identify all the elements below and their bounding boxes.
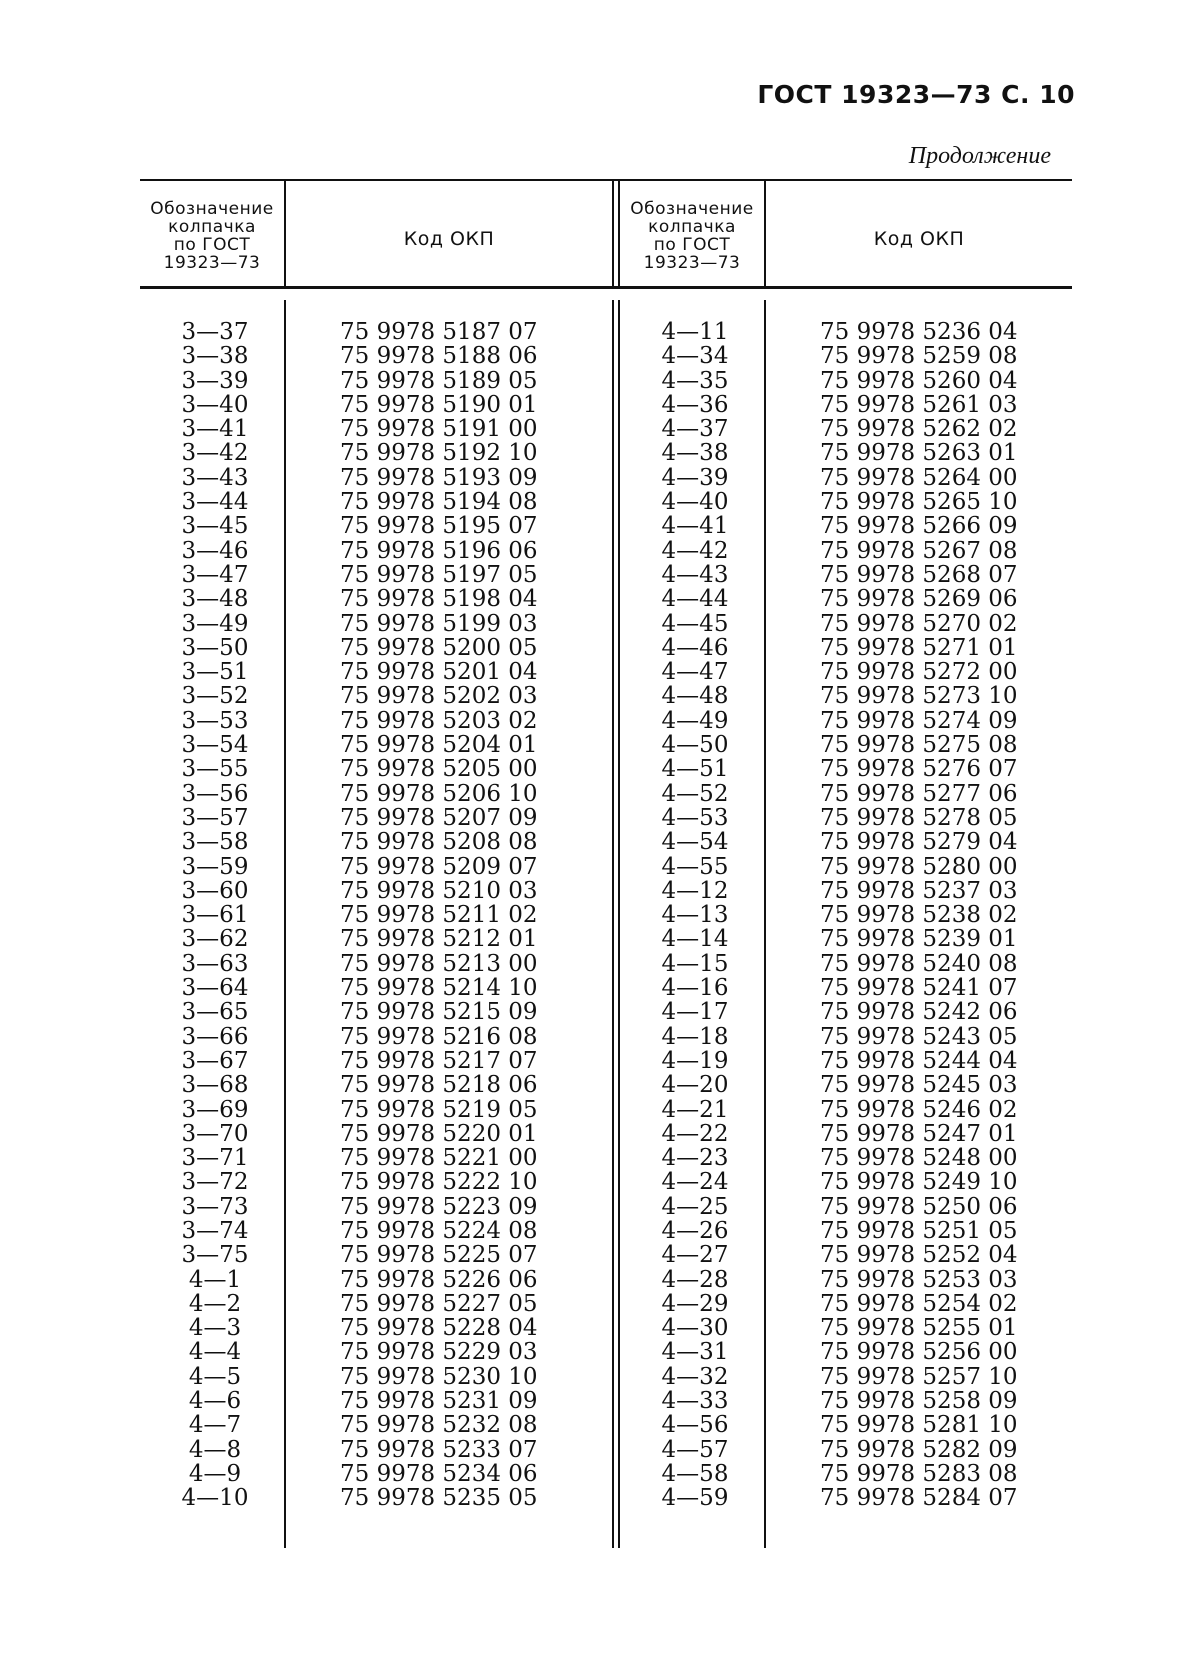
cap-designation: 3—58 [181,829,249,856]
okp-code: 75 9978 5210 03 [340,877,538,904]
okp-code: 75 9978 5244 04 [820,1047,1018,1074]
okp-code: 75 9978 5265 10 [820,489,1018,516]
header-designation-line: по ГОСТ [653,235,731,255]
okp-code: 75 9978 5215 09 [340,999,538,1026]
okp-code: 75 9978 5240 08 [820,950,1018,977]
okp-code: 75 9978 5252 04 [820,1242,1018,1269]
cap-designation: 4—51 [661,756,729,783]
okp-code: 75 9978 5219 05 [340,1096,538,1123]
cap-designation: 3—75 [181,1242,249,1269]
cap-designation: 3—69 [181,1096,249,1123]
cap-designation: 4—42 [661,537,729,564]
cap-designation: 4—16 [661,975,729,1002]
cap-designation: 4—31 [661,1339,729,1366]
column-divider [284,300,286,1548]
okp-code: 75 9978 5203 02 [340,707,538,734]
okp-code: 75 9978 5194 08 [340,489,538,516]
page-header [757,80,1075,109]
okp-code: 75 9978 5223 09 [340,1193,538,1220]
cap-designation: 3—45 [181,513,249,540]
cap-designation: 4—37 [661,416,729,443]
cap-designation: 3—51 [181,659,249,686]
cap-designation: 4—11 [661,319,729,345]
okp-code: 75 9978 5207 09 [340,804,538,831]
okp-code: 75 9978 5258 09 [820,1388,1018,1415]
cap-designation: 3—39 [181,367,249,394]
okp-code: 75 9978 5283 08 [820,1460,1018,1487]
okp-code: 75 9978 5261 03 [820,391,1018,418]
cap-designation: 4—6 [188,1388,242,1415]
cap-designation: 3—62 [181,926,249,953]
okp-code: 75 9978 5216 08 [340,1023,538,1050]
cap-designation: 4—4 [188,1339,242,1366]
cap-designation: 4—43 [661,561,729,588]
okp-code: 75 9978 5230 10 [340,1363,538,1390]
center-divider [612,300,614,1548]
cap-designation: 3—42 [181,440,249,467]
okp-code: 75 9978 5260 04 [820,367,1018,394]
okp-code: 75 9978 5271 01 [820,634,1018,661]
cap-designation: 4—26 [661,1217,729,1244]
okp-code: 75 9978 5197 05 [340,561,538,588]
okp-code: 75 9978 5250 06 [820,1193,1018,1220]
cap-designation: 4—30 [661,1315,729,1342]
cap-designation: 4—57 [661,1436,729,1463]
cap-designation: 4—48 [661,683,729,710]
continuation-label: Продолжение [908,143,1051,169]
cap-designation: 4—28 [661,1266,729,1293]
cap-designation: 4—22 [661,1120,729,1147]
okp-code: 75 9978 5209 07 [340,853,538,880]
okp-code: 75 9978 5275 08 [820,732,1018,759]
okp-code: 75 9978 5282 09 [820,1436,1018,1463]
cap-designation: 4—3 [188,1315,242,1342]
okp-code: 75 9978 5229 03 [340,1339,538,1366]
okp-code: 75 9978 5284 07 [820,1485,1018,1512]
okp-code: 75 9978 5187 07 [340,319,538,345]
cap-designation: 4—46 [661,634,729,661]
cap-designation: 4—41 [661,513,729,540]
cap-designation: 4—47 [661,659,729,686]
cap-designation: 3—66 [181,1023,249,1050]
header-code-left: Код ОКП [403,228,495,250]
header-designation-left [140,200,284,272]
cap-designation: 4—15 [661,950,729,977]
okp-code: 75 9978 5279 04 [820,829,1018,856]
okp-code: 75 9978 5224 08 [340,1217,538,1244]
center-divider [618,300,620,1548]
cap-designation: 4—44 [661,586,729,613]
okp-code: 75 9978 5241 07 [820,975,1018,1002]
okp-code: 75 9978 5254 02 [820,1290,1018,1317]
header-designation-line: Обозначение [150,199,274,219]
okp-code: 75 9978 5277 06 [820,780,1018,807]
cap-designation: 4—9 [188,1460,242,1487]
okp-code: 75 9978 5218 06 [340,1072,538,1099]
cap-designation: 4—55 [661,853,729,880]
okp-code: 75 9978 5272 00 [820,659,1018,686]
cap-designation: 4—32 [661,1363,729,1390]
cap-designation: 4—17 [661,999,729,1026]
cap-designation: 4—7 [188,1412,242,1439]
cap-designation: 4—29 [661,1290,729,1317]
okp-code: 75 9978 5248 00 [820,1145,1018,1172]
okp-code: 75 9978 5257 10 [820,1363,1018,1390]
cap-designation: 4—23 [661,1145,729,1172]
cap-designation: 3—53 [181,707,249,734]
okp-code: 75 9978 5200 05 [340,634,538,661]
cap-designation: 4—27 [661,1242,729,1269]
cap-designation: 3—41 [181,416,249,443]
cap-designation: 4—18 [661,1023,729,1050]
okp-code: 75 9978 5235 05 [340,1485,538,1512]
okp-code: 75 9978 5196 06 [340,537,538,564]
okp-code: 75 9978 5266 09 [820,513,1018,540]
okp-code: 75 9978 5263 01 [820,440,1018,467]
cap-designation: 4—2 [188,1290,242,1317]
cap-designation: 3—52 [181,683,249,710]
okp-code: 75 9978 5202 03 [340,683,538,710]
page-number: С. 10 [1001,80,1075,109]
okp-code: 75 9978 5259 08 [820,343,1018,370]
okp-code: 75 9978 5206 10 [340,780,538,807]
okp-code: 75 9978 5193 09 [340,464,538,491]
okp-code: 75 9978 5217 07 [340,1047,538,1074]
okp-code: 75 9978 5232 08 [340,1412,538,1439]
okp-code: 75 9978 5221 00 [340,1145,538,1172]
okp-code: 75 9978 5274 09 [820,707,1018,734]
cap-designation: 4—54 [661,829,729,856]
cap-designation: 3—65 [181,999,249,1026]
okp-code: 75 9978 5214 10 [340,975,538,1002]
okp-code: 75 9978 5198 04 [340,586,538,613]
cap-designation: 4—53 [661,804,729,831]
cap-designation: 4—5 [188,1363,242,1390]
okp-code: 75 9978 5227 05 [340,1290,538,1317]
okp-code: 75 9978 5268 07 [820,561,1018,588]
okp-code: 75 9978 5213 00 [340,950,538,977]
okp-code: 75 9978 5211 02 [340,902,538,929]
okp-code: 75 9978 5220 01 [340,1120,538,1147]
cap-designation: 4—25 [661,1193,729,1220]
cap-designation: 4—20 [661,1072,729,1099]
cap-designation: 4—33 [661,1388,729,1415]
cap-designation: 3—71 [181,1145,249,1172]
cap-designation: 4—52 [661,780,729,807]
cap-designation: 3—59 [181,853,249,880]
cap-designation: 3—43 [181,464,249,491]
header-designation-right [620,200,764,272]
okp-code: 75 9978 5233 07 [340,1436,538,1463]
code-column-right [820,320,1060,1511]
designation-column-left [150,320,280,1511]
cap-designation: 4—39 [661,464,729,491]
cap-designation: 4—58 [661,1460,729,1487]
cap-designation: 3—74 [181,1217,249,1244]
okp-code: 75 9978 5256 00 [820,1339,1018,1366]
okp-code: 75 9978 5212 01 [340,926,538,953]
header-designation-line: колпачка [168,217,256,237]
table-header-rule [140,286,1072,289]
cap-designation: 3—50 [181,634,249,661]
cap-designation: 3—56 [181,780,249,807]
column-divider [764,300,766,1548]
cap-designation: 3—70 [181,1120,249,1147]
header-designation-line: колпачка [648,217,736,237]
header-designation-line: 19323—73 [163,253,261,273]
okp-code: 75 9978 5188 06 [340,343,538,370]
cap-designation: 3—57 [181,804,249,831]
cap-designation: 3—63 [181,950,249,977]
cap-designation: 3—38 [181,343,249,370]
okp-code: 75 9978 5253 03 [820,1266,1018,1293]
header-designation-line: 19323—73 [643,253,741,273]
okp-code: 75 9978 5251 05 [820,1217,1018,1244]
okp-code: 75 9978 5249 10 [820,1169,1018,1196]
cap-designation: 3—37 [181,319,249,345]
okp-code: 75 9978 5234 06 [340,1460,538,1487]
okp-code: 75 9978 5247 01 [820,1120,1018,1147]
cap-designation: 3—61 [181,902,249,929]
cap-designation: 4—49 [661,707,729,734]
header-code-right: Код ОКП [873,228,965,250]
cap-designation: 3—40 [181,391,249,418]
okp-code: 75 9978 5280 00 [820,853,1018,880]
cap-designation: 3—73 [181,1193,249,1220]
okp-code: 75 9978 5278 05 [820,804,1018,831]
okp-code: 75 9978 5231 09 [340,1388,538,1415]
okp-code: 75 9978 5195 07 [340,513,538,540]
cap-designation: 4—12 [661,877,729,904]
okp-code: 75 9978 5226 06 [340,1266,538,1293]
okp-code: 75 9978 5242 06 [820,999,1018,1026]
cap-designation: 3—68 [181,1072,249,1099]
okp-code: 75 9978 5270 02 [820,610,1018,637]
cap-designation: 3—49 [181,610,249,637]
okp-code: 75 9978 5267 08 [820,537,1018,564]
okp-code: 75 9978 5191 00 [340,416,538,443]
cap-designation: 4—35 [661,367,729,394]
okp-code: 75 9978 5281 10 [820,1412,1018,1439]
okp-code: 75 9978 5269 06 [820,586,1018,613]
okp-code: 75 9978 5192 10 [340,440,538,467]
cap-designation: 4—21 [661,1096,729,1123]
okp-code: 75 9978 5246 02 [820,1096,1018,1123]
cap-designation: 4—34 [661,343,729,370]
okp-code: 75 9978 5222 10 [340,1169,538,1196]
okp-code: 75 9978 5225 07 [340,1242,538,1269]
okp-code: 75 9978 5228 04 [340,1315,538,1342]
okp-code: 75 9978 5199 03 [340,610,538,637]
okp-code: 75 9978 5208 08 [340,829,538,856]
okp-code: 75 9978 5262 02 [820,416,1018,443]
cap-designation: 4—45 [661,610,729,637]
cap-designation: 3—48 [181,586,249,613]
okp-code: 75 9978 5255 01 [820,1315,1018,1342]
cap-designation: 4—13 [661,902,729,929]
cap-designation: 4—10 [181,1485,249,1512]
okp-code: 75 9978 5245 03 [820,1072,1018,1099]
cap-designation: 3—46 [181,537,249,564]
okp-code: 75 9978 5238 02 [820,902,1018,929]
okp-code: 75 9978 5189 05 [340,367,538,394]
cap-designation: 3—54 [181,732,249,759]
cap-designation: 3—67 [181,1047,249,1074]
okp-code: 75 9978 5239 01 [820,926,1018,953]
okp-code: 75 9978 5205 00 [340,756,538,783]
cap-designation: 4—14 [661,926,729,953]
okp-code: 75 9978 5201 04 [340,659,538,686]
cap-designation: 4—19 [661,1047,729,1074]
cap-designation: 4—38 [661,440,729,467]
cap-designation: 4—50 [661,732,729,759]
cap-designation: 3—72 [181,1169,249,1196]
cap-designation: 4—40 [661,489,729,516]
cap-designation: 4—56 [661,1412,729,1439]
okp-code: 75 9978 5190 01 [340,391,538,418]
okp-code: 75 9978 5264 00 [820,464,1018,491]
okp-code: 75 9978 5243 05 [820,1023,1018,1050]
standard-number: ГОСТ 19323—73 [757,80,992,109]
okp-code: 75 9978 5273 10 [820,683,1018,710]
okp-code: 75 9978 5204 01 [340,732,538,759]
center-divider [612,181,614,286]
cap-designation: 4—24 [661,1169,729,1196]
cap-designation: 3—47 [181,561,249,588]
cap-designation: 3—55 [181,756,249,783]
designation-column-right [630,320,760,1511]
cap-designation: 3—44 [181,489,249,516]
table-top-rule [140,179,1072,181]
okp-code: 75 9978 5236 04 [820,319,1018,345]
cap-designation: 4—59 [661,1485,729,1512]
cap-designation: 4—1 [188,1266,242,1293]
cap-designation: 3—60 [181,877,249,904]
code-column-left [340,320,580,1511]
okp-code: 75 9978 5276 07 [820,756,1018,783]
okp-code: 75 9978 5237 03 [820,877,1018,904]
cap-designation: 4—36 [661,391,729,418]
cap-designation: 4—8 [188,1436,242,1463]
header-designation-line: Обозначение [630,199,754,219]
cap-designation: 3—64 [181,975,249,1002]
header-designation-line: по ГОСТ [173,235,251,255]
